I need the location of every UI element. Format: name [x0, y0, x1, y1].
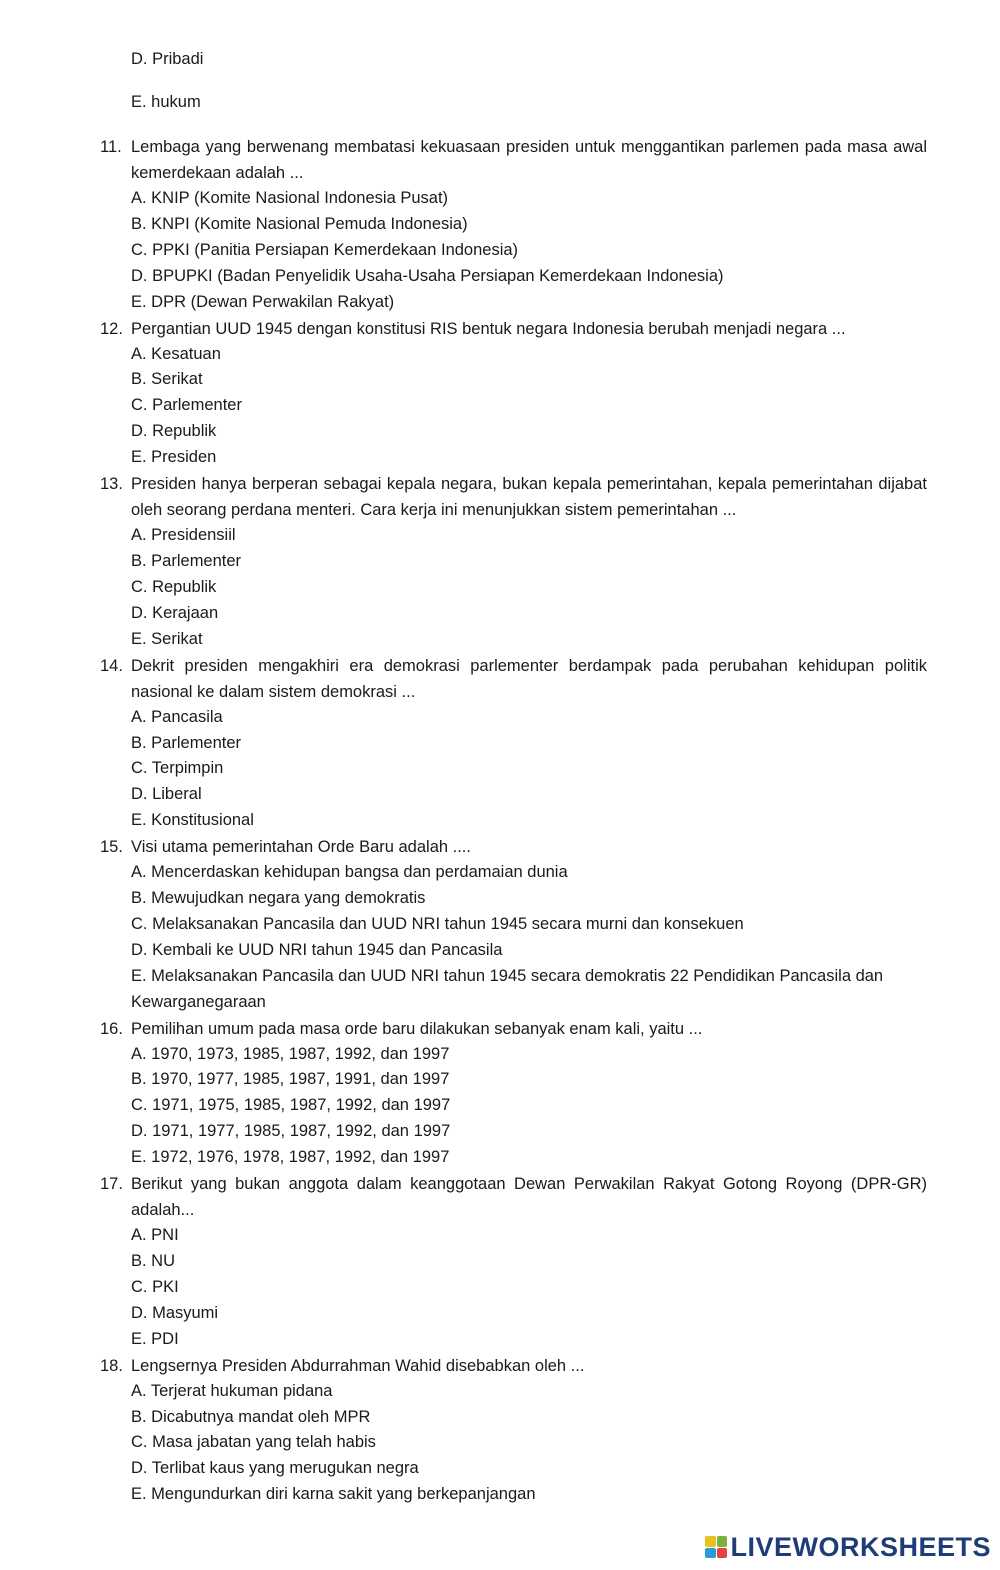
question-16 — [100, 1016, 927, 1172]
option-c: C. PPKI (Panitia Persiapan Kemerdekaan Indonesia) — [131, 240, 519, 259]
liveworksheets-logo-icon — [705, 1536, 727, 1558]
question-text: Lembaga yang berwenang membatasi kekuasaan presiden untuk menggantikan parlemen pada masa awal kemerdekaan adalah ... — [131, 138, 927, 182]
option-d: D. Masyumi — [131, 1303, 219, 1322]
option-a: A. Terjerat hukuman pidana — [131, 1381, 333, 1400]
question-13 — [100, 471, 927, 653]
option-e: E. PDI — [131, 1329, 179, 1348]
option-b: B. Mewujudkan negara yang demokratis — [131, 889, 426, 908]
question-number: 14. — [100, 656, 123, 675]
option-b: B. KNPI (Komite Nasional Pemuda Indonesia) — [131, 214, 468, 233]
option-d: D. Republik — [131, 422, 217, 441]
option-e: E. 1972, 1976, 1978, 1987, 1992, dan 1997 — [131, 1148, 450, 1167]
question-number: 15. — [100, 838, 123, 857]
question-text: Lengsernya Presiden Abdurrahman Wahid disebabkan oleh ... — [131, 1356, 585, 1375]
option-c: C. Melaksanakan Pancasila dan UUD NRI tahun 1945 secara murni dan konsekuen — [131, 914, 744, 933]
option-d: D. 1971, 1977, 1985, 1987, 1992, dan 1997 — [131, 1122, 451, 1141]
option-c: C. Republik — [131, 577, 217, 596]
question-14 — [100, 653, 927, 835]
question-text: Pemilihan umum pada masa orde baru dilakukan sebanyak enam kali, yaitu ... — [131, 1019, 703, 1038]
option-d: D. Terlibat kaus yang merugukan negra — [131, 1459, 419, 1478]
option-a: A. Pancasila — [131, 707, 223, 726]
option-c: C. Parlementer — [131, 396, 242, 415]
option-c: C. Masa jabatan yang telah habis — [131, 1433, 376, 1452]
option-e-hukum: E. hukum — [131, 93, 201, 111]
option-d: D. Liberal — [131, 785, 202, 804]
liveworksheets-logo-text: LIVEWORKSHEETS — [730, 1531, 991, 1562]
question-text: Pergantian UUD 1945 dengan konstitusi RIS bentuk negara Indonesia berubah menjadi negara ... — [131, 319, 846, 338]
option-c: C. PKI — [131, 1277, 179, 1296]
option-a: A. Kesatuan — [131, 344, 221, 363]
question-number: 17. — [100, 1175, 123, 1194]
option-e: E. Melaksanakan Pancasila dan UUD NRI tahun 1945 secara demokratis 22 Pendidikan Pancasila dan Kewarganegaraan — [131, 966, 884, 1011]
option-b: B. 1970, 1977, 1985, 1987, 1991, dan 1997 — [131, 1070, 450, 1089]
option-d: D. Kerajaan — [131, 603, 219, 622]
question-11 — [100, 134, 927, 316]
question-text: Berikut yang bukan anggota dalam keanggotaan Dewan Perwakilan Rakyat Gotong Royong (DPR-GR) adalah... — [131, 1175, 927, 1220]
option-c: C. Terpimpin — [131, 759, 224, 778]
question-text: Presiden hanya berperan sebagai kepala negara, bukan kepala pemerintahan, kepala pemerintahan dijabat oleh seorang perdana menteri. Cara kerja ini menunjukkan sistem pemerintahan ... — [131, 475, 927, 520]
option-e: E. Presiden — [131, 448, 217, 467]
option-e: E. DPR (Dewan Perwakilan Rakyat) — [131, 292, 395, 311]
option-b: B. NU — [131, 1252, 176, 1270]
question-12 — [100, 316, 927, 472]
option-e: E. Konstitusional — [131, 811, 254, 830]
question-list — [100, 134, 927, 1508]
question-number: 11. — [100, 138, 122, 156]
option-d-pribadi: D. Pribadi — [131, 50, 204, 68]
option-a: A. KNIP (Komite Nasional Indonesia Pusat) — [131, 189, 449, 207]
question-text: Visi utama pemerintahan Orde Baru adalah .... — [131, 838, 471, 857]
question-number: 18. — [100, 1356, 123, 1375]
option-b: B. Parlementer — [131, 551, 242, 570]
option-b: B. Dicabutnya mandat oleh MPR — [131, 1407, 371, 1426]
option-b: B. Serikat — [131, 370, 203, 389]
option-a: A. Presidensiil — [131, 526, 236, 545]
question-18 — [100, 1353, 927, 1509]
option-c: C. 1971, 1975, 1985, 1987, 1992, dan 1997 — [131, 1096, 451, 1115]
option-d: D. BPUPKI (Badan Penyelidik Usaha-Usaha Persiapan Kemerdekaan Indonesia) — [131, 266, 724, 285]
option-d: D. Kembali ke UUD NRI tahun 1945 dan Pancasila — [131, 940, 503, 959]
question-15 — [100, 834, 927, 1015]
liveworksheets-logo[interactable] — [705, 1532, 991, 1562]
question-17 — [100, 1171, 927, 1353]
option-e: E. Serikat — [131, 629, 203, 648]
option-b: B. Parlementer — [131, 733, 242, 752]
option-e: E. Mengundurkan diri karna sakit yang berkepanjangan — [131, 1485, 536, 1504]
question-number: 16. — [100, 1019, 123, 1038]
option-a: A. PNI — [131, 1226, 179, 1245]
option-a: A. 1970, 1973, 1985, 1987, 1992, dan 1997 — [131, 1044, 450, 1063]
question-text: Dekrit presiden mengakhiri era demokrasi parlementer berdampak pada perubahan kehidupan politik nasional ke dalam sistem demokrasi ... — [131, 656, 927, 701]
question-number: 12. — [100, 319, 123, 338]
question-number: 13. — [100, 475, 123, 494]
option-a: A. Mencerdaskan kehidupan bangsa dan perdamaian dunia — [131, 863, 568, 882]
